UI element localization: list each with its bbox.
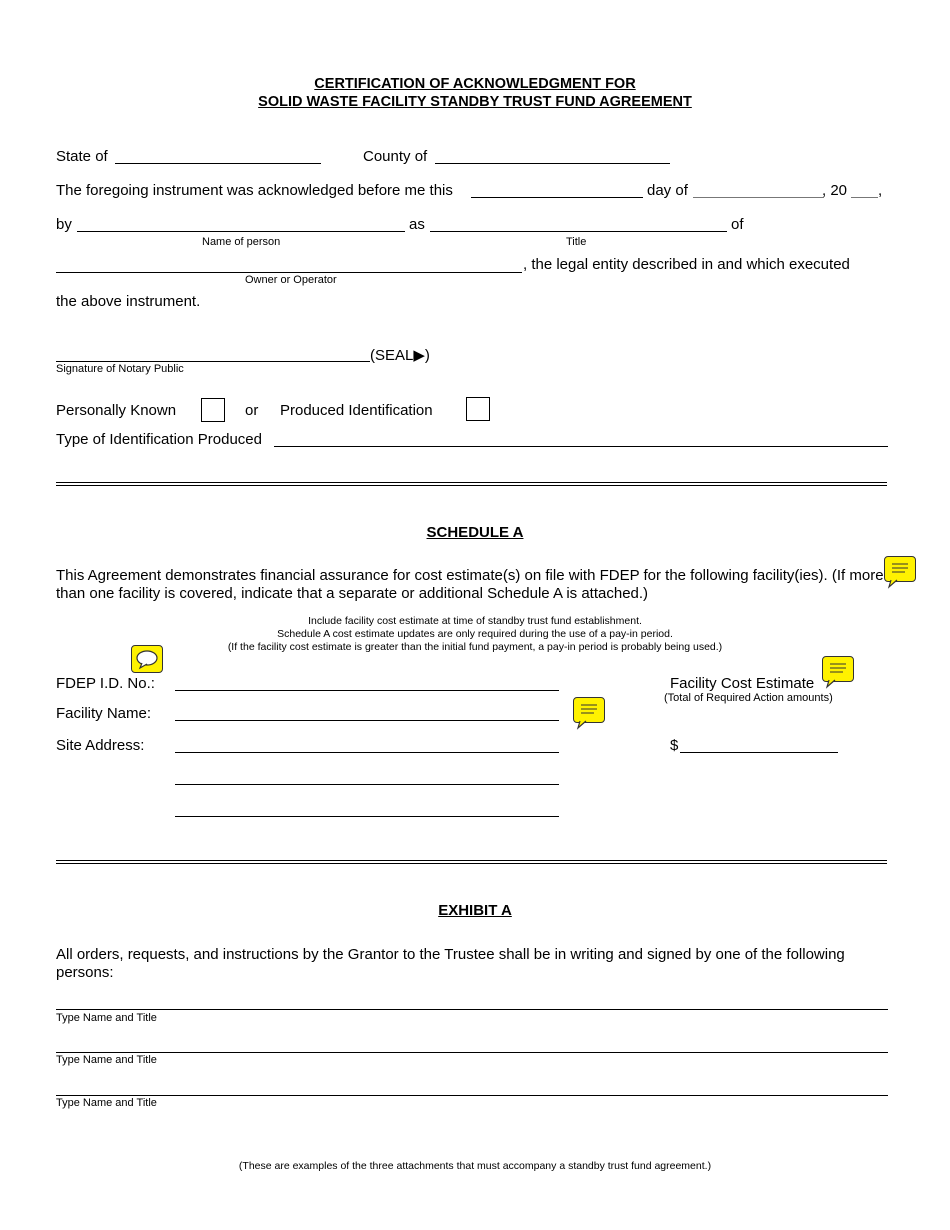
site-address-field-2[interactable] bbox=[175, 784, 559, 785]
personally-known-label: Personally Known bbox=[56, 402, 177, 419]
day-of-label: day of bbox=[647, 182, 688, 199]
signatory-line-2[interactable] bbox=[56, 1052, 888, 1053]
site-address-field-1[interactable] bbox=[175, 752, 559, 753]
of-label: of bbox=[731, 216, 744, 233]
cost-estimate-field[interactable] bbox=[680, 752, 838, 753]
produced-identification-checkbox[interactable] bbox=[466, 397, 490, 421]
day-field[interactable] bbox=[471, 197, 643, 198]
schedule-a-heading: SCHEDULE A bbox=[426, 524, 524, 541]
section-divider-2 bbox=[56, 860, 887, 864]
by-label: by bbox=[56, 216, 72, 233]
document-title-line-1: CERTIFICATION OF ACKNOWLEDGMENT FOR bbox=[314, 76, 636, 92]
speech-bubble-icon[interactable] bbox=[131, 645, 163, 673]
signatory-line-3[interactable] bbox=[56, 1095, 888, 1096]
title-field[interactable] bbox=[430, 231, 727, 232]
site-address-label: Site Address: bbox=[56, 737, 145, 754]
county-field[interactable] bbox=[435, 163, 670, 164]
comment-note-icon-cost[interactable] bbox=[822, 656, 854, 682]
as-label: as bbox=[409, 216, 425, 233]
personally-known-checkbox[interactable] bbox=[201, 398, 225, 422]
name-caption: Name of person bbox=[202, 236, 281, 248]
schedule-note-3: (If the facility cost estimate is greater than the initial fund payment, a pay-in period is probably being used.) bbox=[227, 641, 723, 653]
legal-entity-text: , the legal entity described in and which executed bbox=[523, 256, 850, 273]
facility-cost-estimate-sub: (Total of Required Action amounts) bbox=[664, 692, 833, 704]
title-caption: Title bbox=[566, 236, 587, 248]
year-suffix: , bbox=[878, 182, 883, 199]
type-of-id-label: Type of Identification Produced bbox=[56, 431, 262, 448]
state-label: State of bbox=[56, 148, 108, 165]
state-field[interactable] bbox=[115, 163, 321, 164]
fdep-id-label: FDEP I.D. No.: bbox=[56, 675, 155, 692]
signatory-caption-1: Type Name and Title bbox=[56, 1012, 157, 1024]
comment-note-icon[interactable] bbox=[884, 556, 916, 582]
signature-caption: Signature of Notary Public bbox=[56, 363, 184, 375]
site-address-field-3[interactable] bbox=[175, 816, 559, 817]
exhibit-a-paragraph: All orders, requests, and instructions by the Grantor to the Trustee shall be in writing and signed by one of the following persons: bbox=[56, 946, 845, 981]
exhibit-a-heading: EXHIBIT A bbox=[438, 902, 512, 919]
seal-label: (SEAL▶) bbox=[370, 347, 430, 364]
dollar-sign: $ bbox=[670, 737, 679, 754]
facility-name-label: Facility Name: bbox=[56, 705, 152, 722]
type-of-id-field[interactable] bbox=[274, 446, 888, 447]
county-label: County of bbox=[363, 148, 428, 165]
fdep-id-field[interactable] bbox=[175, 690, 559, 691]
schedule-note-2: Schedule A cost estimate updates are only required during the use of a pay-in period. bbox=[277, 628, 673, 640]
notary-signature-field[interactable] bbox=[56, 361, 370, 362]
month-field[interactable] bbox=[693, 197, 824, 198]
or-label: or bbox=[245, 402, 259, 419]
year-prefix: , 20 bbox=[822, 182, 848, 199]
foregoing-text: The foregoing instrument was acknowledged before me this bbox=[56, 182, 453, 199]
signatory-caption-3: Type Name and Title bbox=[56, 1097, 157, 1109]
schedule-note-1: Include facility cost estimate at time of standby trust fund establishment. bbox=[308, 615, 642, 627]
signatory-line-1[interactable] bbox=[56, 1009, 888, 1010]
owner-caption: Owner or Operator bbox=[245, 274, 337, 286]
produced-identification-label: Produced Identification bbox=[280, 402, 433, 419]
signatory-caption-2: Type Name and Title bbox=[56, 1054, 157, 1066]
facility-name-field[interactable] bbox=[175, 720, 559, 721]
footer-note: (These are examples of the three attachments that must accompany a standby trust fund agreement.) bbox=[238, 1160, 712, 1172]
owner-operator-field[interactable] bbox=[56, 272, 522, 273]
schedule-a-paragraph: This Agreement demonstrates financial assurance for cost estimate(s) on file with FDEP for the following facility(ies). (If more than one facility is covered, indicate that a separate or additional Schedule A is attached.) bbox=[56, 567, 884, 602]
comment-note-icon-facility[interactable] bbox=[573, 697, 605, 723]
section-divider bbox=[56, 482, 887, 486]
name-of-person-field[interactable] bbox=[77, 231, 405, 232]
facility-cost-estimate-label: Facility Cost Estimate bbox=[670, 675, 815, 692]
year-field[interactable] bbox=[851, 197, 878, 198]
above-instrument-text: the above instrument. bbox=[56, 293, 201, 310]
document-title-line-2: SOLID WASTE FACILITY STANDBY TRUST FUND AGREEMENT bbox=[258, 94, 692, 110]
